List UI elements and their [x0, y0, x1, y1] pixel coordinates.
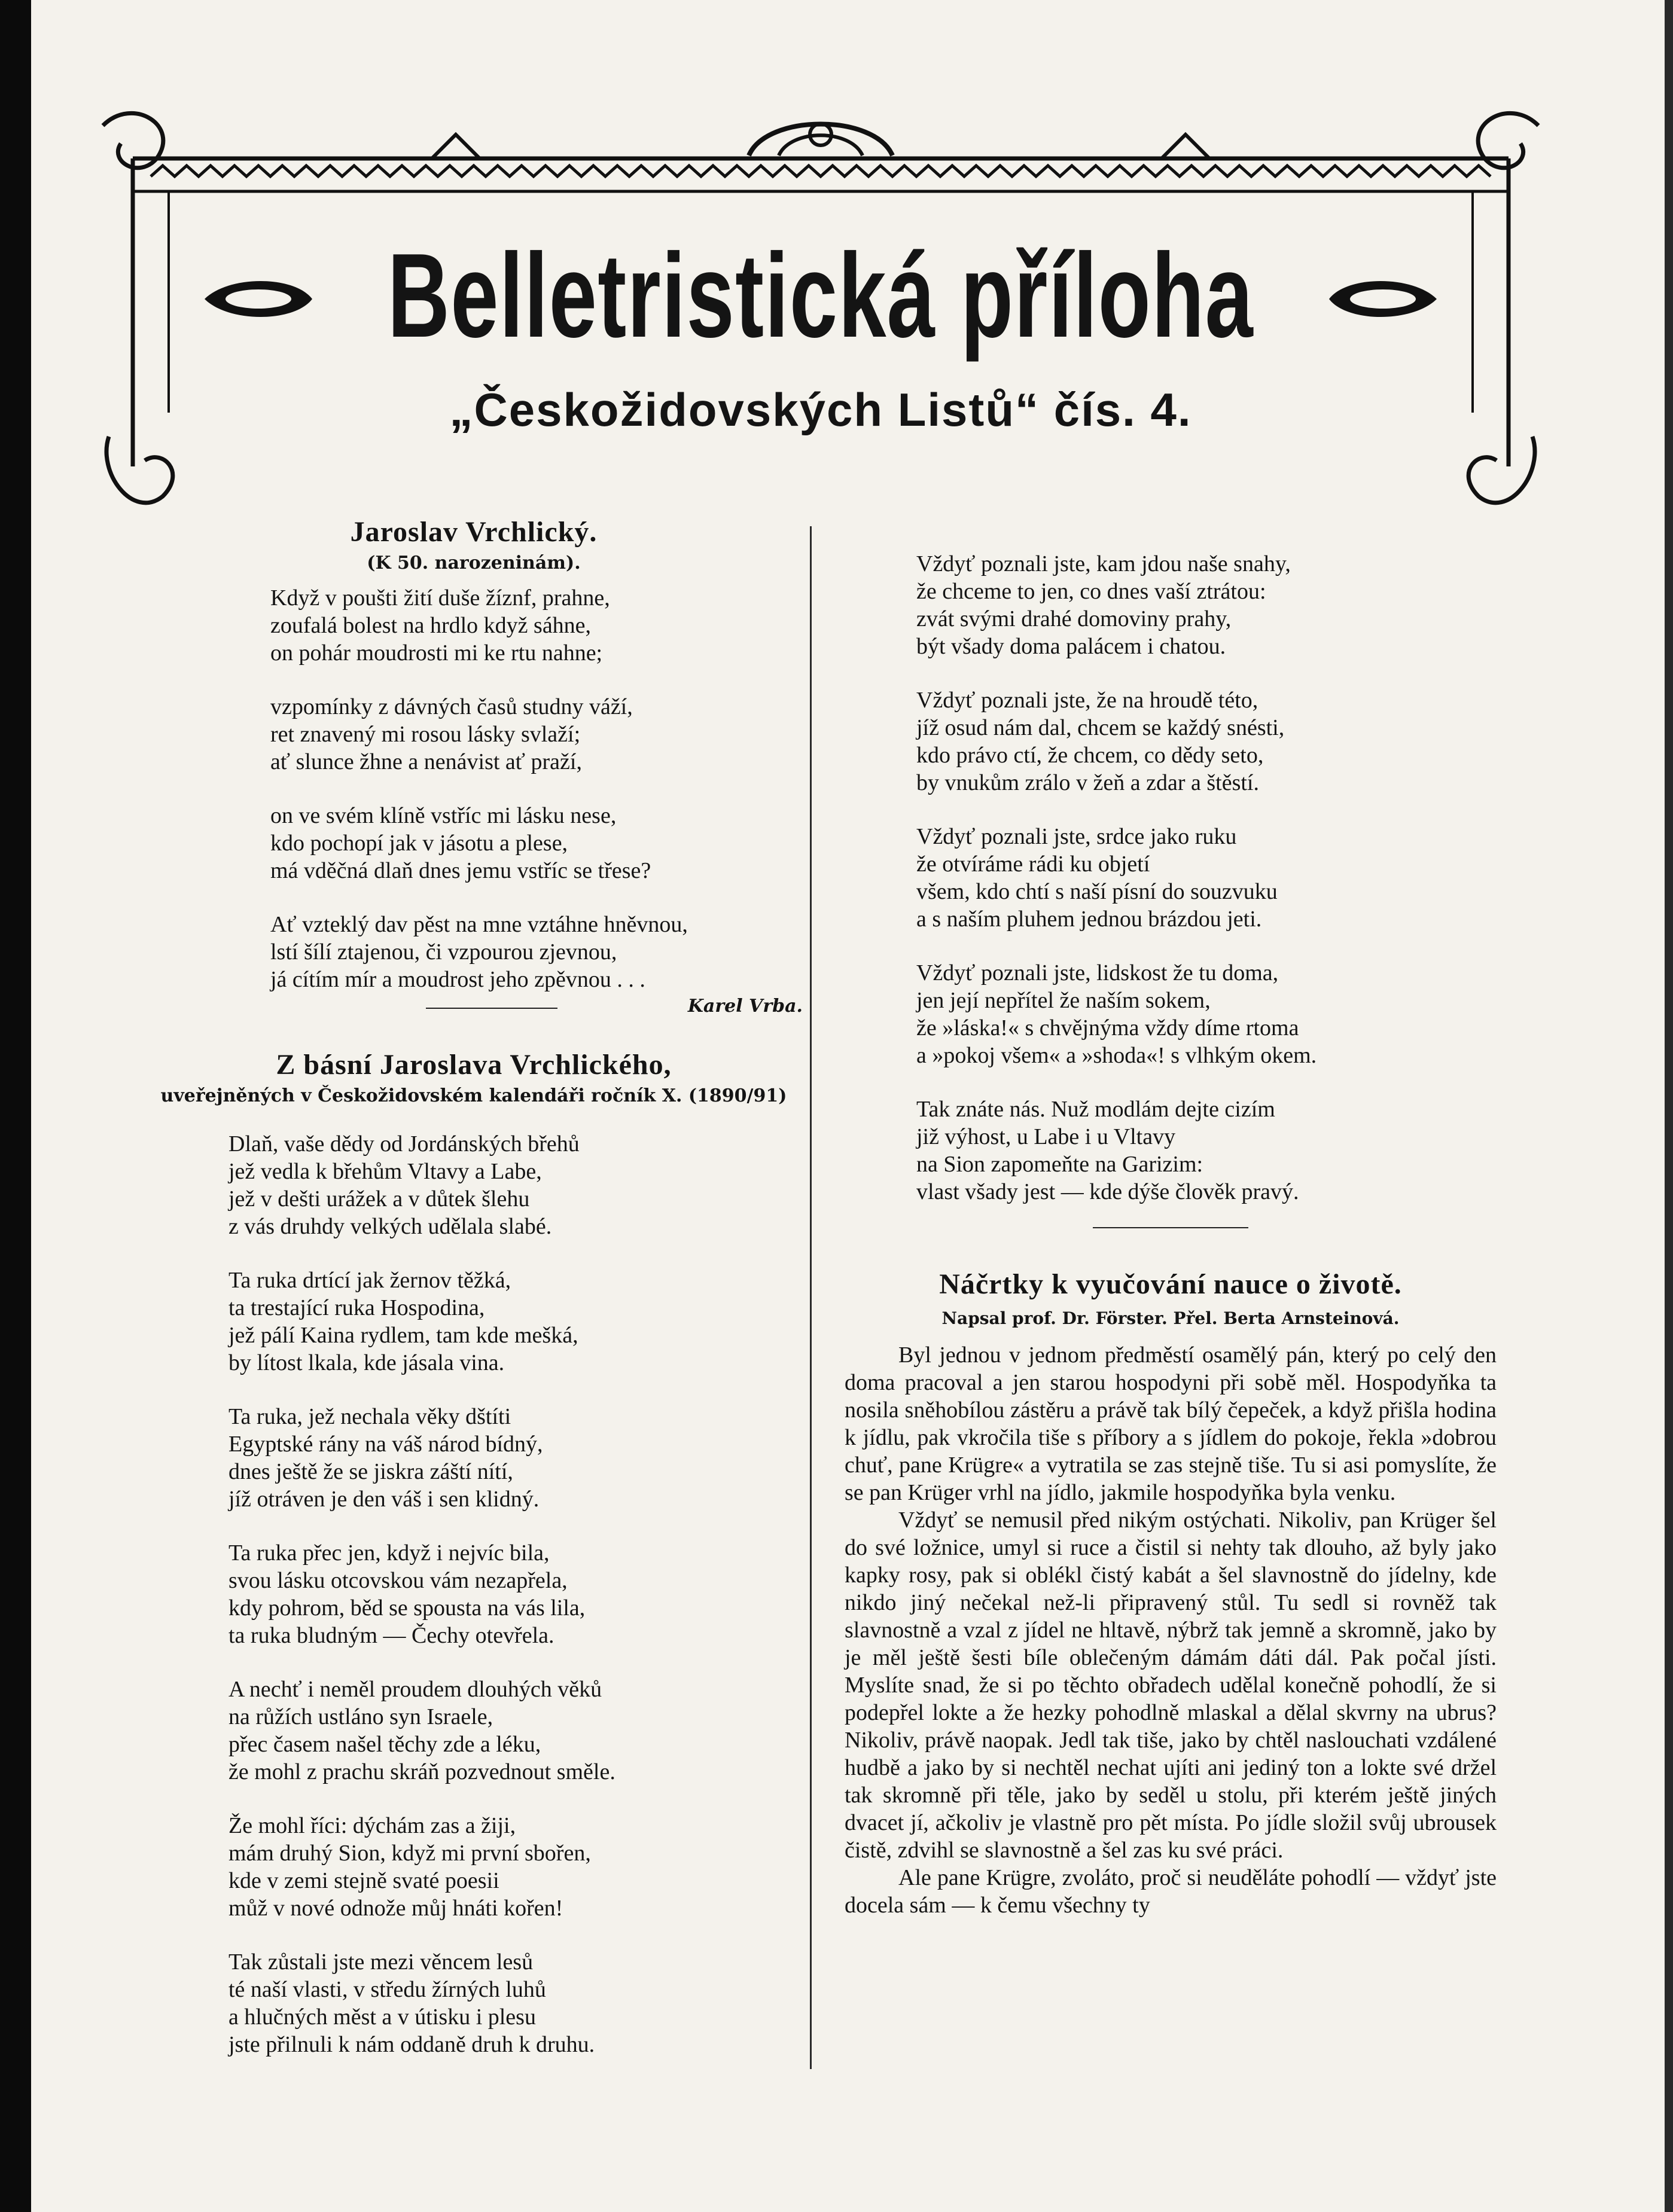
verse-line: jež pálí Kaina rydlem, tam kde mešká,: [228, 1323, 578, 1348]
verse-line: mám druhý Sion, když mi první sbořen,: [228, 1841, 591, 1866]
verse-line: můž v nové odnože můj hnáti kořen!: [228, 1896, 563, 1921]
right-column: [845, 514, 1497, 1919]
article-paragraph: Ale pane Krügre, zvoláto, proč si neuděláte pohodlí — vždyť jste docela sám — k čemu všechny ty: [845, 1865, 1497, 1918]
stanza: [916, 823, 1497, 933]
page-title: Belletristická příloha: [387, 229, 1254, 362]
column-divider: [810, 526, 812, 2069]
verse-line: Ta ruka přec jen, když i nejvíc bila,: [228, 1540, 550, 1566]
verse-line: na Sion zapomeňte na Garizim:: [916, 1152, 1203, 1177]
signature-rule: [426, 1008, 557, 1009]
verse-line: kde v zemi stejně svaté poesii: [228, 1868, 499, 1893]
verse-line: že »láska!« s chvějnýma vždy díme rtoma: [916, 1015, 1299, 1041]
stanza: [228, 1267, 809, 1377]
verse-line: by lítost lkala, kde jásala vina.: [228, 1350, 505, 1375]
left-column: [139, 514, 809, 2058]
verse-line: kdy pohrom, běd se spousta na vás lila,: [228, 1595, 586, 1621]
verse-line: zoufalá bolest na hrdlo když sáhne,: [270, 613, 592, 638]
verse-line: že chceme to jen, co dnes vaší ztrátou:: [916, 579, 1266, 604]
verse-line: té naší vlasti, v středu žírných luhů: [228, 1977, 546, 2002]
verse-line: Ta ruka, jež nechala věky dštíti: [228, 1404, 511, 1429]
verse-line: Vždyť poznali jste, kam jdou naše snahy,: [916, 551, 1291, 576]
verse-line: a »pokoj všem« a »shoda«! s vlhkým okem.: [916, 1043, 1317, 1068]
stanza: [916, 1096, 1497, 1206]
stanza: [270, 802, 809, 884]
page: [31, 0, 1665, 2212]
poem1-body: [139, 584, 809, 993]
verse-line: ret znavený mi rosou lásky svlaží;: [270, 722, 581, 747]
stanza: [916, 959, 1497, 1069]
verse-line: ta trestající ruka Hospodina,: [228, 1295, 485, 1320]
verse-line: a hlučných měst a v útisku i plesu: [228, 2004, 536, 2030]
verse-line: svou lásku otcovskou vám nezapřela,: [228, 1568, 568, 1593]
verse-line: Že mohl říci: dýchám zas a žiji,: [228, 1813, 516, 1838]
masthead: [97, 102, 1544, 532]
verse-line: jež vedla k břehům Vltavy a Labe,: [228, 1159, 542, 1184]
signature-row: [139, 996, 809, 1022]
verse-line: Vždyť poznali jste, že na hroudě této,: [916, 688, 1258, 713]
verse-line: jež v dešti urážek a v důtek šlehu: [228, 1186, 530, 1212]
poem2-source: uveřejněných v Českožidovském kalendáři ročník X. (1890/91): [160, 1085, 787, 1106]
verse-line: dnes ještě že se jiskra záští nítí,: [228, 1459, 513, 1484]
article-paragraph: Byl jednou v jednom předměstí osamělý pán, který po celý den doma pracoval a jen starou hospodyni při sobě měl. Hospodyňka ta nosila sněhobílou zástěru a právě tak bílý čepeček, a když přišla hodina k jídlu, pak vkročila tiše s příbory a s jídlem do pokoje, řekla »dobrou chuť, pane Krügre« a vytratila se zas stejně tiše. Tu si asi pomyslíte, že se pan Krüger vrhl na jídlo, jakmile hospodyňka byla venku.: [845, 1343, 1497, 1505]
verse-line: Tak zůstali jste mezi věncem lesů: [228, 1949, 534, 1975]
stanza: [228, 1812, 809, 1922]
verse-line: kdo právo ctí, že chcem, co dědy seto,: [916, 743, 1264, 768]
stanza: [270, 584, 809, 667]
verse-line: jíž osud nám dal, chcem se každý snésti,: [916, 715, 1285, 740]
verse-line: Vždyť poznali jste, lidskost že tu doma,: [916, 960, 1279, 986]
verse-line: jste přilnuli k nám oddaně druh k druhu.: [228, 2032, 595, 2057]
stanza: [916, 550, 1497, 660]
poem2-continued: [845, 550, 1497, 1206]
stanza: [228, 1130, 809, 1240]
poem1-title: Jaroslav Vrchlický.: [350, 516, 598, 548]
stanza: [916, 687, 1497, 797]
section-rule: [1093, 1227, 1248, 1228]
article-byline: Napsal prof. Dr. Förster. Přel. Berta Arnsteinová.: [941, 1308, 1400, 1328]
verse-line: A nechť i neměl proudem dlouhých věků: [228, 1677, 602, 1702]
poem1-dedication: (K 50. narozeninám).: [367, 553, 581, 573]
verse-line: já cítím mír a moudrost jeho zpěvnou . . .: [270, 967, 645, 992]
verse-line: Tak znáte nás. Nuž modlám dejte cizím: [916, 1097, 1275, 1122]
verse-line: má vděčná dlaň dnes jemu vstříc se třese?: [270, 858, 651, 883]
verse-line: vzpomínky z dávných časů studny váží,: [270, 694, 633, 719]
verse-line: všem, kdo chtí s naší písní do souzvuku: [916, 879, 1278, 904]
verse-line: být všady doma palácem i chatou.: [916, 634, 1226, 659]
verse-line: jíž otráven je den váš i sen klidný.: [228, 1487, 540, 1512]
verse-line: kdo pochopí jak v jásotu a plese,: [270, 831, 568, 856]
verse-line: vlast všady jest — kde dýše člověk pravý.: [916, 1179, 1299, 1204]
verse-line: jen její nepřítel že naším sokem,: [916, 988, 1211, 1013]
page-subtitle: „Českožidovských Listů“ čís. 4.: [449, 383, 1192, 436]
verse-line: na růžích ustláno syn Israele,: [228, 1704, 493, 1729]
verse-line: ať slunce žhne a nenávist ať praží,: [270, 749, 582, 774]
article-paragraph: Vždyť se nemusil před nikým ostýchati. Nikoliv, pan Krüger šel do své ložnice, umyl si ruce a čistil si nehty tak dlouho, až byly jako kapky rosy, pak si oblékl čistý kabát a šel slavnostně do jídelny, kde nikdo jiný nečekal než-li připravený stůl. Tu sedl si rovněž tak slavnostně a vzal z jídel ne hltavě, nýbrž tak jemně a skromně, jako by je měl ještě šesti bíle oblečeným dámám dáti dál. Pak počal jísti. Myslíte snad, že si po těchto obřadech udělal konečně pohodlí, že si podepřel lokte a že hezky pohodlně mlaskal a dělal skvrny na ubrus? Nikoliv, právě naopak. Jedl tak tiše, jako by chtěl naslouchati vzdálené hudbě a jako by si nechtěl nechat ujíti ani jediný ton a lokte své držel tak skromně při těle, jako by seděl u stolu, při kterém ještě jiných dvacet jí, ačkoliv je vlastně pro pět místa. Po jídle složil svůj ubrousek čistě, zdvihl se slavnostně a šel zas ku své práci.: [845, 1508, 1497, 1863]
verse-line: že otvíráme rádi ku objetí: [916, 852, 1150, 877]
verse-line: on pohár moudrosti mi ke rtu nahne;: [270, 640, 603, 666]
stanza: [270, 693, 809, 776]
verse-line: Vždyť poznali jste, srdce jako ruku: [916, 824, 1237, 849]
verse-line: ta ruka bludným — Čechy otevřela.: [228, 1623, 554, 1648]
poem2-body: [139, 1130, 809, 2058]
stanza: [228, 1948, 809, 2058]
verse-line: Ta ruka drtící jak žernov těžká,: [228, 1268, 511, 1293]
verse-line: že mohl z prachu skráň pozvednout směle.: [228, 1759, 615, 1784]
verse-line: přec časem našel těchy zde a léku,: [228, 1732, 541, 1757]
poem2-title: Z básní Jaroslava Vrchlického,: [276, 1049, 672, 1081]
stanza: [228, 1403, 809, 1513]
verse-line: Ať vzteklý dav pěst na mne vztáhne hněvnou,: [270, 912, 688, 937]
stanza: [228, 1539, 809, 1649]
verse-line: z vás druhdy velkých udělala slabé.: [228, 1214, 552, 1239]
verse-line: Dlaň, vaše dědy od Jordánských břehů: [228, 1131, 580, 1157]
article-title: Náčrtky k vyučování nauce o životě.: [939, 1268, 1402, 1300]
scan-left-edge: [0, 0, 31, 2212]
verse-line: lstí šílí ztajenou, či vzpourou zjevnou,: [270, 939, 617, 965]
stanza: [228, 1676, 809, 1786]
verse-line: on ve svém klíně vstříc mi lásku nese,: [270, 803, 617, 828]
verse-line: zvát svými drahé domoviny prahy,: [916, 606, 1232, 631]
stanza: [270, 911, 809, 993]
scan-right-edge: [1665, 0, 1673, 2212]
verse-line: Když v poušti žití duše žíznf, prahne,: [270, 585, 610, 611]
verse-line: by vnukům zrálo v žeň a zdar a štěstí.: [916, 770, 1259, 795]
poem1-author: Karel Vrba.: [687, 996, 803, 1017]
article-body: [845, 1341, 1497, 1919]
verse-line: a s naším pluhem jednou brázdou jeti.: [916, 907, 1262, 932]
verse-line: již výhost, u Labe i u Vltavy: [916, 1124, 1176, 1149]
verse-line: Egyptské rány na váš národ bídný,: [228, 1432, 543, 1457]
